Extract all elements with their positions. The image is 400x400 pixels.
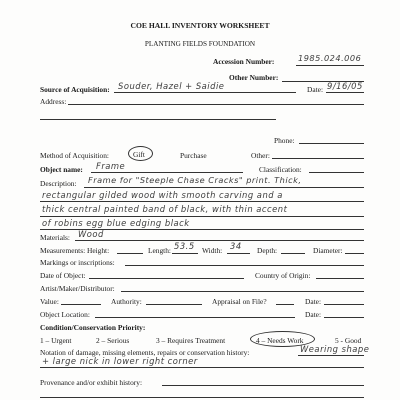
authority-line (146, 304, 202, 305)
description-text-2: rectangular gilded wood with smooth carving and a (42, 190, 283, 200)
appraisal-label: Appraisal on File? (212, 297, 267, 306)
address-line-1 (68, 104, 364, 105)
width-line (227, 253, 250, 254)
notation-text-1: Wearing shape (300, 344, 370, 354)
length-value: 53.5 (174, 241, 195, 251)
condition-option-1: 1 – Urgent (40, 336, 72, 345)
source-value: Souder, Hazel + Saidie (118, 81, 225, 91)
accession-label: Accession Number: (213, 57, 275, 66)
height-line (117, 253, 143, 254)
notation-label: Notation of damage, missing elements, repairs or conservation history: (40, 348, 250, 357)
location-date-line (324, 317, 364, 318)
value-date-label: Date: (305, 297, 322, 306)
notation-line-2 (40, 367, 364, 368)
condition-option-3: 3 – Requires Treatment (156, 336, 226, 345)
value-line (61, 304, 101, 305)
width-label: Width: (202, 246, 223, 255)
value-label: Value: (40, 297, 59, 306)
length-line (172, 253, 198, 254)
object-location-line (95, 317, 295, 318)
diameter-label: Diameter: (313, 246, 343, 255)
description-line-2 (40, 201, 364, 202)
notation-text-2: + large nick in lower right corner (42, 356, 198, 366)
method-other-line (272, 158, 364, 159)
condition-option-5: 5 - Good (335, 336, 362, 345)
address-line-2 (40, 119, 276, 120)
authority-label: Authority: (111, 297, 142, 306)
accession-line (296, 65, 364, 66)
method-label: Method of Acquisition: (40, 151, 109, 160)
depth-line (281, 253, 305, 254)
phone-line (299, 143, 364, 144)
width-value: 34 (230, 241, 242, 251)
date-object-line (89, 278, 244, 279)
description-text-1: Frame for "Steeple Chase Cracks" print. Thick, (88, 175, 302, 185)
address-label: Address: (40, 97, 67, 106)
materials-value: Wood (78, 229, 104, 239)
object-name-value: Frame (96, 161, 126, 171)
source-label: Source of Acquisition: (40, 85, 110, 94)
object-location-label: Object Location: (40, 310, 90, 319)
classification-line (309, 172, 364, 173)
provenance-line-1 (162, 385, 364, 386)
classification-label: Classification: (259, 165, 302, 174)
depth-label: Depth: (257, 246, 278, 255)
method-option-other: Other: (251, 151, 270, 160)
description-text-4: of robins egg blue edging black (42, 218, 190, 228)
artist-line (121, 291, 364, 292)
source-line (114, 92, 296, 93)
markings-line (125, 265, 364, 266)
description-label: Description: (40, 179, 77, 188)
description-line-3 (40, 216, 364, 217)
worksheet-subtitle: PLANTING FIELDS FOUNDATION (144, 40, 256, 48)
notation-line-1 (298, 355, 364, 356)
accession-value: 1985.024.006 (298, 53, 362, 63)
object-name-label: Object name: (40, 165, 83, 174)
phone-label: Phone: (274, 136, 295, 145)
country-label: Country of Origin: (255, 271, 311, 280)
length-label: Length: (148, 246, 171, 255)
other-number-label: Other Number: (229, 73, 279, 82)
country-line (316, 278, 364, 279)
appraisal-line (276, 304, 294, 305)
value-date-line (324, 304, 364, 305)
method-option-gift: Gift (133, 150, 145, 159)
object-name-line (91, 172, 243, 173)
markings-label: Markings or inscriptions: (40, 258, 115, 267)
condition-option-2: 2 – Serious (96, 336, 130, 345)
materials-label: Materials: (40, 233, 70, 242)
date-top-line (326, 92, 364, 93)
condition-label: Condition/Conservation Priority: (40, 323, 146, 332)
date-object-label: Date of Object: (40, 271, 86, 280)
date-top-value: 9/16/05 (327, 81, 363, 91)
measurements-label: Measurements: Height: (40, 246, 110, 255)
diameter-line (345, 253, 364, 254)
date-top-label: Date: (307, 85, 324, 94)
description-line-1 (84, 187, 364, 188)
method-option-purchase: Purchase (180, 151, 207, 160)
artist-label: Artist/Maker/Distributor: (40, 284, 115, 293)
location-date-label: Date: (305, 310, 322, 319)
condition-option-4: 4 – Needs Work (256, 336, 304, 345)
materials-line (75, 240, 364, 241)
provenance-label: Provenance and/or exhibit history: (40, 378, 143, 387)
description-text-3: thick central painted band of black, with thin accent (42, 204, 288, 214)
provenance-line-2 (40, 397, 364, 398)
worksheet-title: COE HALL INVENTORY WORKSHEET (130, 21, 270, 30)
